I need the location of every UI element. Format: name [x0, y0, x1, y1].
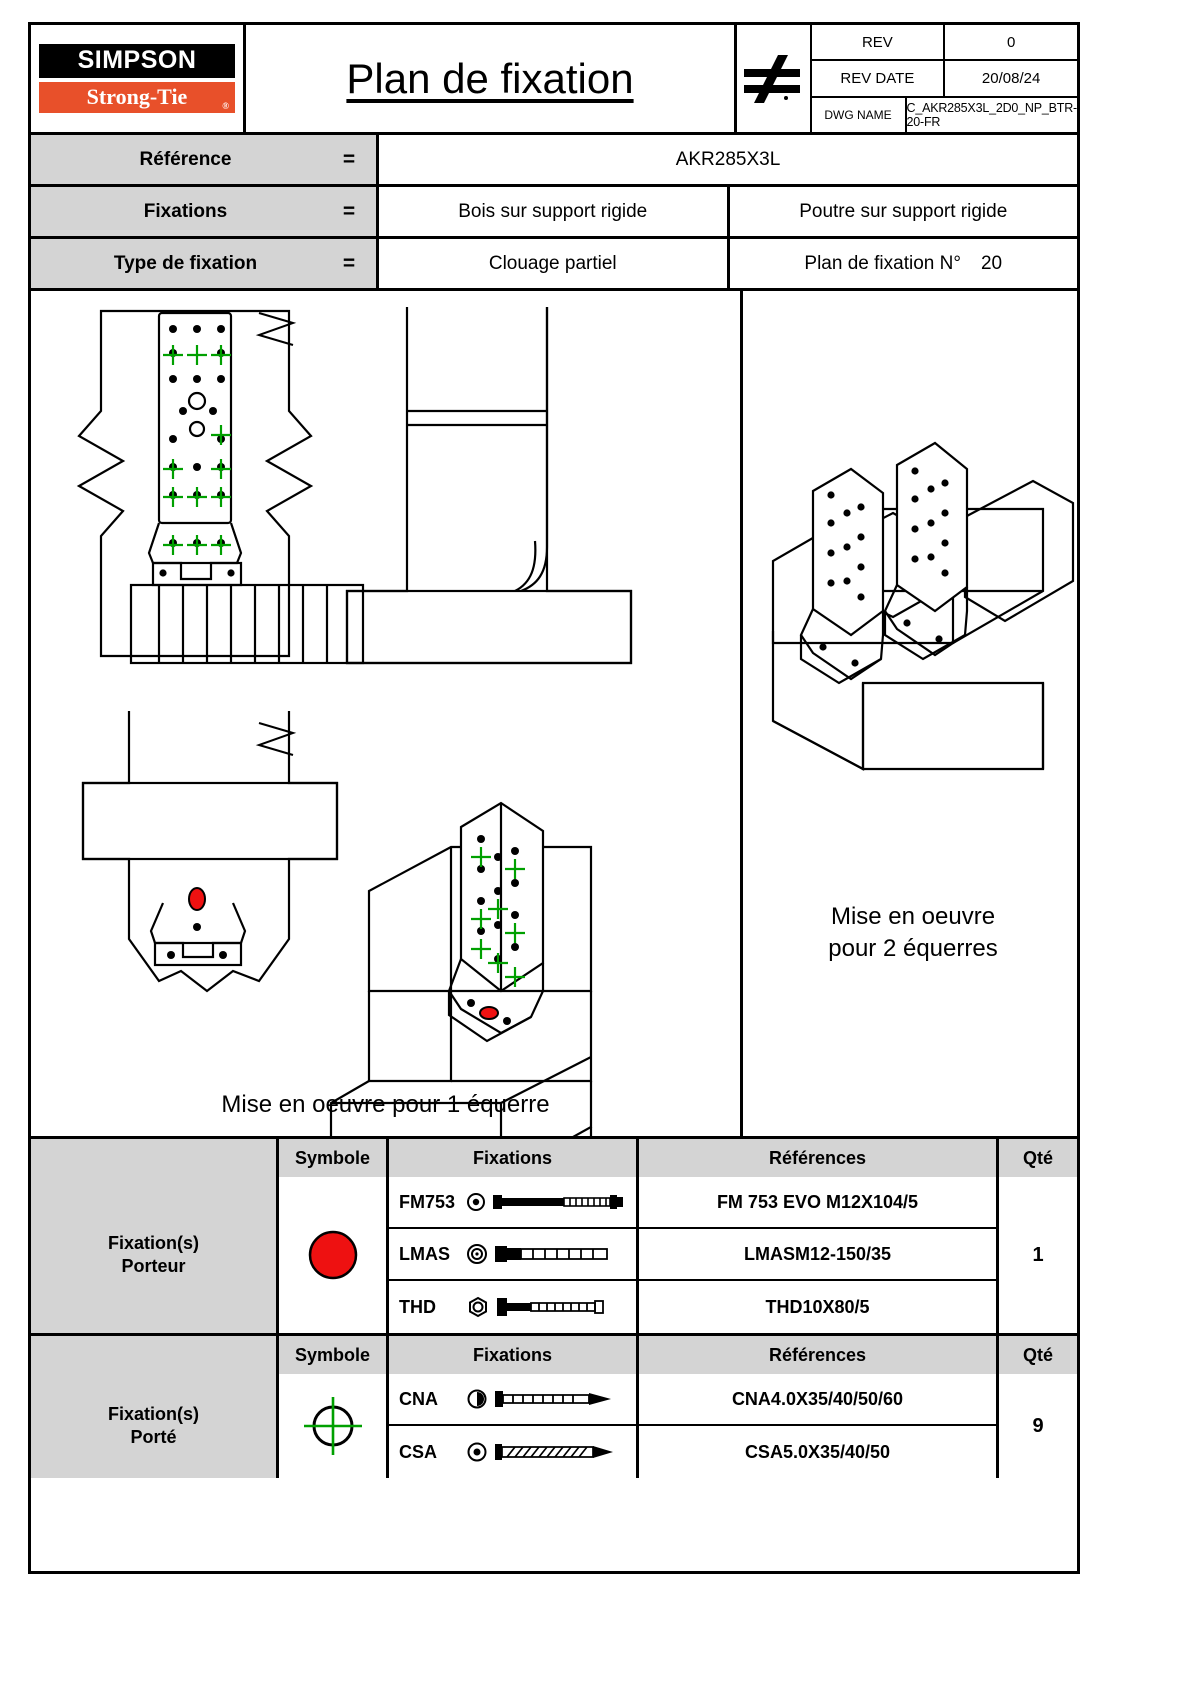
- label-type-fixation: [31, 239, 379, 288]
- fixation-row: [389, 1281, 636, 1333]
- fixations-porte-body: [31, 1374, 1077, 1478]
- sheet-title: [246, 25, 737, 132]
- reference-value: FM 753 EVO M12X104/5: [639, 1177, 996, 1229]
- header-qte-1: Qté: [1022, 1147, 1053, 1168]
- label-fixations: [31, 187, 379, 236]
- reference-value: CSA5.0X35/40/50: [744, 1441, 891, 1462]
- logo-strongtie-text: [39, 82, 235, 113]
- title-block: [31, 25, 1077, 135]
- washer-head-icon: [467, 1193, 485, 1211]
- fixation-code: CSA: [399, 1441, 438, 1462]
- reference-value: CNA4.0X35/40/50/60: [639, 1374, 996, 1426]
- drawing-single-bracket: [31, 291, 740, 1139]
- label-type-fixation-text: Type de fixation: [113, 252, 258, 274]
- header-symbole-1: Symbole: [279, 1139, 389, 1177]
- caption-single: Mise en oeuvre pour 1 équerre: [221, 1091, 550, 1118]
- header-fixations-1: Fixations: [389, 1139, 639, 1177]
- hex-washer-icon: [467, 1244, 487, 1264]
- company-logo: [31, 25, 246, 132]
- label-reference-text: Référence: [139, 148, 232, 170]
- value-plan-number-cell: [730, 239, 1078, 288]
- page-title: Plan de fixation: [346, 54, 634, 102]
- fixations-porteur-block: [31, 1139, 1077, 1336]
- label-reference: [31, 135, 379, 184]
- logo-simpson-text: SIMPSON: [39, 44, 235, 78]
- rev-value: 0: [1006, 33, 1016, 51]
- symbol-cell-porteur: [279, 1177, 389, 1333]
- quantity-porte: 9: [1032, 1414, 1044, 1437]
- header-spacer-1: [31, 1139, 279, 1177]
- fixation-references-porteur: [639, 1177, 999, 1333]
- equals-sign: =: [342, 147, 356, 171]
- quantity-porteur: 1: [1032, 1243, 1044, 1266]
- wood-screw-icon: [493, 1442, 623, 1462]
- header-references-2: Références: [639, 1336, 999, 1374]
- value-reference: AKR285X3L: [675, 148, 781, 170]
- plan-number-label: Plan de fixation N°: [804, 252, 961, 274]
- fixations-porteur-header: [31, 1139, 1077, 1177]
- red-circle-icon: [305, 1227, 361, 1283]
- drawing-sheet: [28, 22, 1080, 1574]
- anchor-bolt-icon: [491, 1191, 631, 1213]
- nail-icon: [493, 1389, 623, 1409]
- fixation-codes-porteur: [389, 1177, 639, 1333]
- equals-sign: =: [342, 251, 356, 275]
- rev-label: REV: [812, 25, 946, 59]
- value-fixations-1: Bois sur support rigide: [379, 187, 730, 236]
- caption-double-line2: pour 2 équerres: [828, 935, 998, 963]
- fixation-row: [389, 1426, 636, 1478]
- hex-bolt-icon: [493, 1243, 633, 1265]
- fixation-row: [389, 1229, 636, 1281]
- header-qte-2: Qté: [1022, 1344, 1053, 1365]
- nail-head-icon: [467, 1389, 487, 1409]
- symbol-cell-porte: [279, 1374, 389, 1478]
- revision-block: [737, 25, 1077, 132]
- header-symbole-2: Symbole: [279, 1336, 389, 1374]
- info-row-type-fixation: [31, 239, 1077, 291]
- threaded-screw-icon: [495, 1296, 625, 1318]
- fixation-code: LMAS: [399, 1243, 450, 1264]
- logo-strongtie-label: Strong-Tie: [86, 84, 188, 109]
- header-fixations-2: Fixations: [389, 1336, 639, 1374]
- green-crosshair-icon: [298, 1391, 368, 1461]
- plan-number-value: 20: [980, 252, 1003, 274]
- fixation-references-porte: [639, 1374, 999, 1478]
- registered-mark: ®: [222, 101, 229, 111]
- value-type-fixation: Clouage partiel: [379, 239, 730, 288]
- caption-double-line1: Mise en oeuvre: [830, 903, 996, 930]
- dwg-name-value: C_AKR285X3L_2D0_NP_BTR-20-FR: [906, 100, 1077, 129]
- drawing-area: [31, 291, 1077, 1139]
- info-row-reference: [31, 135, 1077, 187]
- fixations-porteur-body: [31, 1177, 1077, 1333]
- row-label-porte-line1: Fixation(s): [107, 1403, 199, 1424]
- rev-date-label: REV DATE: [812, 61, 946, 95]
- screw-head-icon: [467, 1442, 487, 1462]
- label-fixations-text: Fixations: [143, 200, 228, 222]
- fixation-code: CNA: [399, 1388, 438, 1409]
- drawing-panel-double: [743, 291, 1083, 1136]
- equals-sign: =: [342, 199, 356, 223]
- header-references-1: Références: [639, 1139, 999, 1177]
- row-label-porteur-line2: Porteur: [121, 1256, 186, 1276]
- header-spacer-2: [31, 1336, 279, 1374]
- reference-value: THD10X80/5: [765, 1296, 870, 1317]
- row-label-porteur-line1: Fixation(s): [107, 1232, 199, 1253]
- row-label-porte: [31, 1374, 279, 1478]
- not-equal-icon: [737, 25, 812, 132]
- info-row-fixations: [31, 187, 1077, 239]
- fixation-code: THD: [399, 1296, 436, 1317]
- caption-double: [743, 901, 1083, 966]
- fixation-code: FM753: [399, 1191, 456, 1212]
- fixation-codes-porte: [389, 1374, 639, 1478]
- drawing-panel-single: [31, 291, 743, 1136]
- row-label-porte-line2: Porté: [130, 1427, 177, 1447]
- rev-date-value: 20/08/24: [981, 69, 1041, 87]
- fixations-porte-header: [31, 1336, 1077, 1374]
- fixation-row: [389, 1177, 636, 1229]
- value-fixations-2: Poutre sur support rigide: [799, 200, 1008, 222]
- fixation-row: [389, 1374, 636, 1426]
- row-label-porteur: [31, 1177, 279, 1333]
- reference-value: LMASM12-150/35: [639, 1229, 996, 1281]
- hex-head-icon: [467, 1296, 489, 1318]
- drawing-double-bracket: [743, 291, 1083, 891]
- fixations-porte-block: [31, 1336, 1077, 1478]
- dwg-name-label: DWG NAME: [812, 98, 907, 132]
